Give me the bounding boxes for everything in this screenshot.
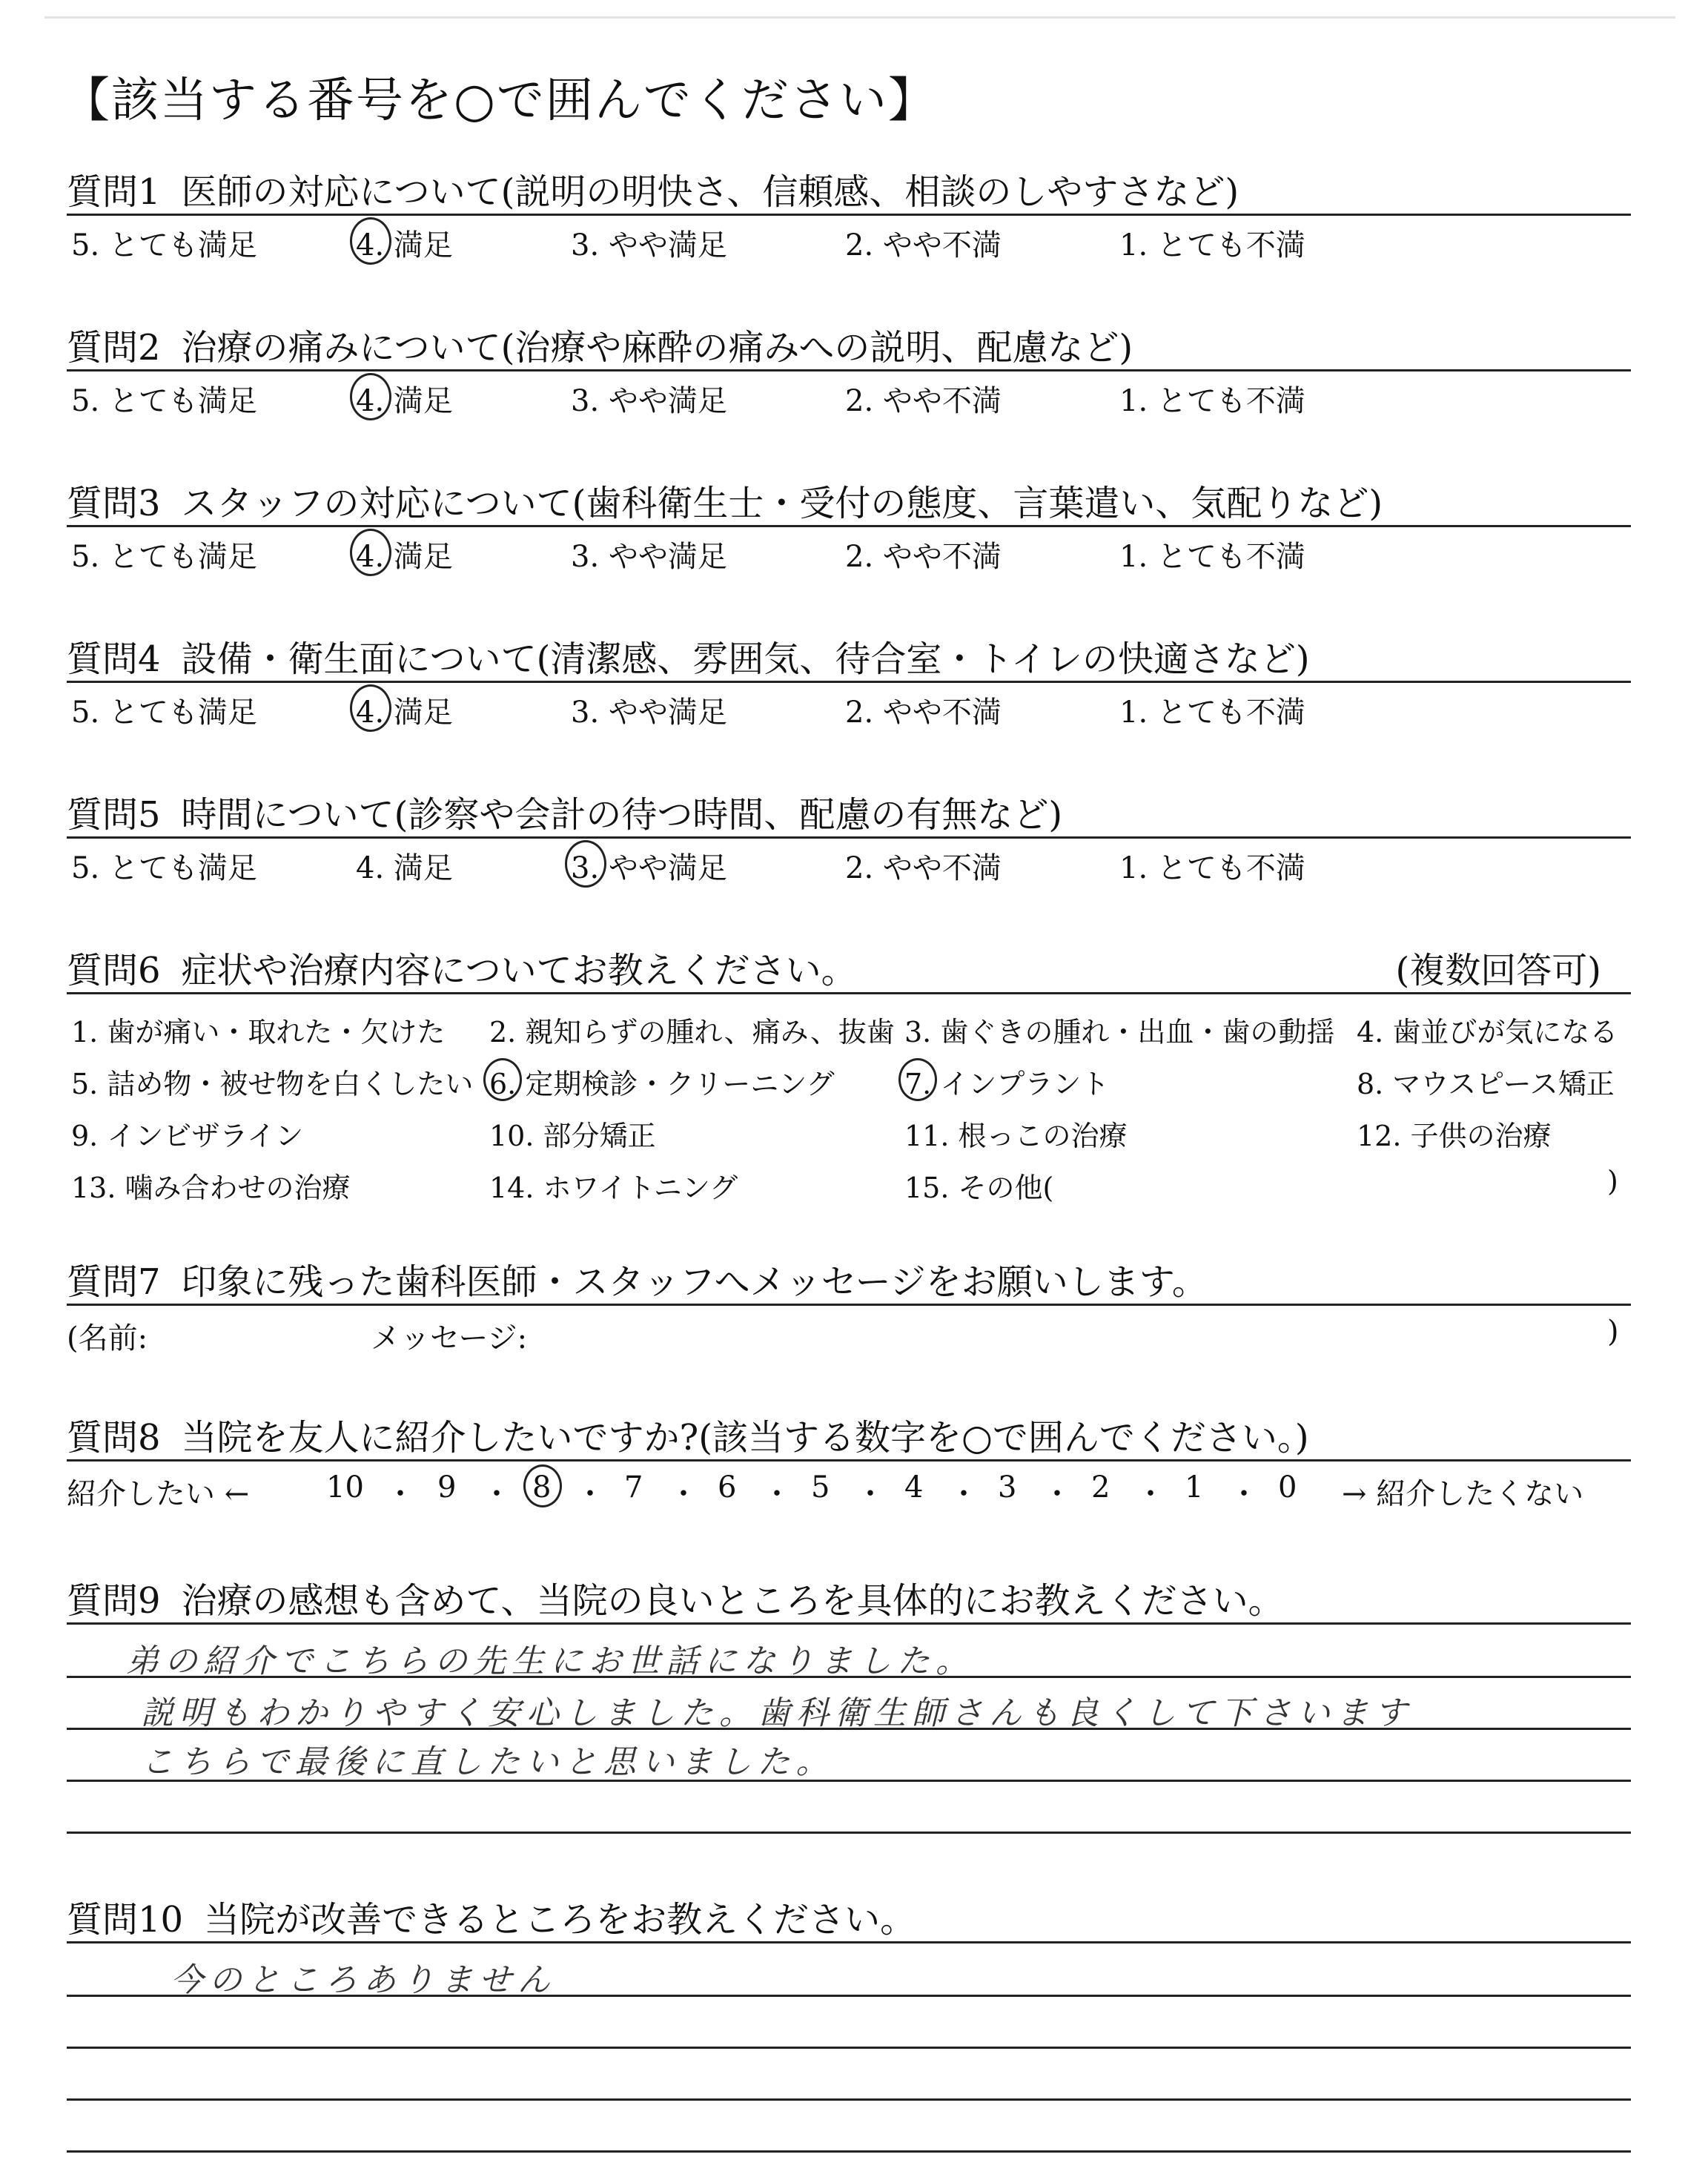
symptom-option[interactable]: 4. 歯並びが気になる bbox=[1357, 1016, 1618, 1048]
option-3[interactable]: 3. やや満足 bbox=[571, 228, 727, 262]
question-number: 質問6 bbox=[67, 950, 161, 991]
symptom-option[interactable]: 2. 親知らずの腫れ、痛み、抜歯 bbox=[489, 1016, 895, 1048]
question-text: 治療の痛みについて(治療や麻酔の痛みへの説明、配慮など) bbox=[181, 327, 1133, 369]
option-3[interactable]: 3. やや満足 bbox=[571, 851, 727, 885]
scale-right-label: → 紹介したくない bbox=[1342, 1477, 1584, 1511]
scale-value[interactable]: 8 bbox=[532, 1470, 552, 1505]
symptom-option[interactable]: 14. ホワイトニング bbox=[489, 1172, 738, 1204]
option-3[interactable]: 3. やや満足 bbox=[571, 384, 727, 418]
question-text: 当院が改善できるところをお教えください。 bbox=[204, 1899, 916, 1941]
symptom-option[interactable]: 5. 詰め物・被せ物を白くしたい bbox=[71, 1068, 474, 1100]
scale-value[interactable]: 4 bbox=[904, 1470, 924, 1505]
question-number: 質問9 bbox=[67, 1580, 161, 1622]
option-4[interactable]: 4. 満足 bbox=[356, 851, 453, 885]
question-3 bbox=[67, 475, 1631, 572]
selection-circle bbox=[483, 1058, 522, 1101]
option-1[interactable]: 1. とても不満 bbox=[1119, 851, 1305, 885]
handwritten-answer: 今のところありません bbox=[171, 1961, 556, 1999]
option-4[interactable]: 4. 満足 bbox=[356, 384, 453, 418]
question-text: 時間について(診察や会計の待つ時間、配慮の有無など) bbox=[181, 794, 1063, 836]
option-4[interactable]: 4. 満足 bbox=[356, 228, 453, 262]
symptom-option[interactable]: 10. 部分矯正 bbox=[489, 1120, 656, 1152]
answer-line bbox=[67, 1832, 1631, 1834]
question-text: 医師の対応について(説明の明快さ、信頼感、相談のしやすさなど) bbox=[181, 171, 1239, 213]
question-text: スタッフの対応について(歯科衛生士・受付の態度、言葉遣い、気配りなど) bbox=[181, 483, 1383, 524]
scale-left-label: 紹介したい ← bbox=[67, 1477, 250, 1511]
symptom-option[interactable]: 6. 定期検診・クリーニング bbox=[489, 1068, 835, 1100]
close-paren: ) bbox=[1607, 1315, 1619, 1349]
dot-separator: ・ bbox=[949, 1477, 979, 1511]
option-5[interactable]: 5. とても満足 bbox=[71, 384, 257, 418]
multiple-answer-note: (複数回答可) bbox=[1395, 950, 1601, 991]
divider bbox=[67, 1622, 1631, 1625]
question-number: 質問1 bbox=[67, 171, 161, 213]
question-4 bbox=[67, 630, 1631, 730]
option-2[interactable]: 2. やや不満 bbox=[845, 384, 1002, 418]
question-text: 印象に残った歯科医師・スタッフへメッセージをお願いします。 bbox=[181, 1261, 1208, 1303]
question-8 bbox=[67, 1409, 1631, 1511]
scale-value[interactable]: 0 bbox=[1278, 1470, 1297, 1505]
selection-circle bbox=[350, 529, 391, 576]
question-number: 質問10 bbox=[67, 1899, 184, 1941]
option-4[interactable]: 4. 満足 bbox=[356, 696, 453, 730]
question-number: 質問5 bbox=[67, 794, 161, 836]
symptom-option[interactable]: 7. インプラント bbox=[904, 1068, 1110, 1100]
scale-value[interactable]: 9 bbox=[437, 1470, 457, 1505]
question-9 bbox=[67, 1572, 1631, 1891]
question-number: 質問8 bbox=[67, 1417, 161, 1459]
message-label: メッセージ: bbox=[371, 1321, 528, 1355]
option-3[interactable]: 3. やや満足 bbox=[571, 696, 727, 730]
scale-value[interactable]: 10 bbox=[326, 1470, 364, 1505]
scan-edge bbox=[44, 16, 1675, 19]
scale-value[interactable]: 5 bbox=[811, 1470, 830, 1505]
dot-separator: ・ bbox=[855, 1477, 885, 1511]
name-label: (名前: bbox=[67, 1321, 148, 1355]
dot-separator: ・ bbox=[762, 1477, 792, 1511]
question-number: 質問4 bbox=[67, 638, 161, 680]
question-number: 質問2 bbox=[67, 327, 161, 369]
dot-separator: ・ bbox=[575, 1477, 605, 1511]
option-1[interactable]: 1. とても不満 bbox=[1119, 696, 1305, 730]
rating-options bbox=[67, 527, 1631, 572]
option-2[interactable]: 2. やや不満 bbox=[845, 540, 1002, 574]
scale-value[interactable]: 2 bbox=[1091, 1470, 1110, 1505]
question-1 bbox=[67, 163, 1631, 260]
scale-value[interactable]: 7 bbox=[624, 1470, 643, 1505]
dot-separator: ・ bbox=[1229, 1477, 1259, 1511]
rating-options bbox=[67, 216, 1631, 260]
dot-separator: ・ bbox=[1136, 1477, 1165, 1511]
option-5[interactable]: 5. とても満足 bbox=[71, 851, 257, 885]
selection-circle bbox=[350, 373, 391, 420]
answer-line bbox=[67, 2047, 1631, 2049]
page-title: 【該当する番号を○で囲んでください】 bbox=[62, 73, 937, 128]
option-4[interactable]: 4. 満足 bbox=[356, 540, 453, 574]
handwritten-answer: 弟の紹介でこちらの先生にお世話になりました。 bbox=[126, 1642, 974, 1680]
option-2[interactable]: 2. やや不満 bbox=[845, 228, 1002, 262]
answer-area bbox=[67, 1935, 1631, 2158]
answer-area bbox=[67, 1616, 1631, 1891]
option-5[interactable]: 5. とても満足 bbox=[71, 696, 257, 730]
option-5[interactable]: 5. とても満足 bbox=[71, 540, 257, 574]
selection-circle bbox=[350, 684, 391, 732]
symptom-option[interactable]: 8. マウスピース矯正 bbox=[1357, 1068, 1615, 1100]
question-text: 当院を友人に紹介したいですか?(該当する数字を○で囲んでください。) bbox=[181, 1417, 1309, 1459]
question-7 bbox=[67, 1253, 1631, 1355]
symptom-option[interactable]: 9. インビザライン bbox=[71, 1120, 304, 1152]
rating-options bbox=[67, 371, 1631, 416]
option-5[interactable]: 5. とても満足 bbox=[71, 228, 257, 262]
scale-value[interactable]: 1 bbox=[1185, 1470, 1204, 1505]
option-1[interactable]: 1. とても不満 bbox=[1119, 384, 1305, 418]
handwritten-answer: 説明もわかりやすく安心しました。歯科衛生師さんも良くして下さいます bbox=[141, 1694, 1413, 1732]
symptom-option-other[interactable]: 15. その他( bbox=[904, 1172, 1054, 1204]
selection-circle bbox=[898, 1058, 937, 1101]
handwritten-answer: こちらで最後に直したいと思いました。 bbox=[141, 1743, 835, 1781]
option-1[interactable]: 1. とても不満 bbox=[1119, 228, 1305, 262]
question-2 bbox=[67, 319, 1631, 416]
option-3[interactable]: 3. やや満足 bbox=[571, 540, 727, 574]
question-10 bbox=[67, 1891, 1631, 2158]
dot-separator: ・ bbox=[482, 1477, 512, 1511]
message-fields bbox=[67, 1306, 1631, 1355]
question-6 bbox=[67, 942, 1631, 1209]
symptom-options bbox=[67, 994, 1631, 1209]
symptom-option[interactable]: 1. 歯が痛い・取れた・欠けた bbox=[71, 1016, 446, 1048]
dot-separator: ・ bbox=[669, 1477, 698, 1511]
scale-value[interactable]: 6 bbox=[718, 1470, 737, 1505]
option-2[interactable]: 2. やや不満 bbox=[845, 696, 1002, 730]
dot-separator: ・ bbox=[385, 1477, 415, 1511]
answer-line bbox=[67, 2098, 1631, 2101]
dot-separator: ・ bbox=[1042, 1477, 1072, 1511]
divider bbox=[67, 1941, 1631, 1943]
symptom-option[interactable]: 12. 子供の治療 bbox=[1357, 1120, 1552, 1152]
recommend-scale bbox=[67, 1462, 1631, 1511]
question-text: 症状や治療内容についてお教えください。 bbox=[181, 950, 857, 991]
selection-circle bbox=[523, 1464, 562, 1507]
scale-value[interactable]: 3 bbox=[998, 1470, 1017, 1505]
question-5 bbox=[67, 786, 1631, 883]
symptom-option[interactable]: 3. 歯ぐきの腫れ・出血・歯の動揺 bbox=[904, 1016, 1335, 1048]
question-number: 質問3 bbox=[67, 483, 161, 524]
rating-options bbox=[67, 683, 1631, 730]
answer-line bbox=[67, 2150, 1631, 2153]
other-close-paren: ) bbox=[1607, 1165, 1618, 1198]
symptom-option[interactable]: 13. 噛み合わせの治療 bbox=[71, 1172, 351, 1204]
question-text: 設備・衛生面について(清潔感、雰囲気、待合室・トイレの快適さなど) bbox=[181, 638, 1310, 680]
rating-options bbox=[67, 839, 1631, 883]
symptom-option[interactable]: 11. 根っこの治療 bbox=[904, 1120, 1128, 1152]
selection-circle bbox=[565, 840, 606, 888]
selection-circle bbox=[350, 217, 391, 265]
question-text: 治療の感想も含めて、当院の良いところを具体的にお教えください。 bbox=[181, 1580, 1284, 1622]
option-2[interactable]: 2. やや不満 bbox=[845, 851, 1002, 885]
question-number: 質問7 bbox=[67, 1261, 161, 1303]
option-1[interactable]: 1. とても不満 bbox=[1119, 540, 1305, 574]
